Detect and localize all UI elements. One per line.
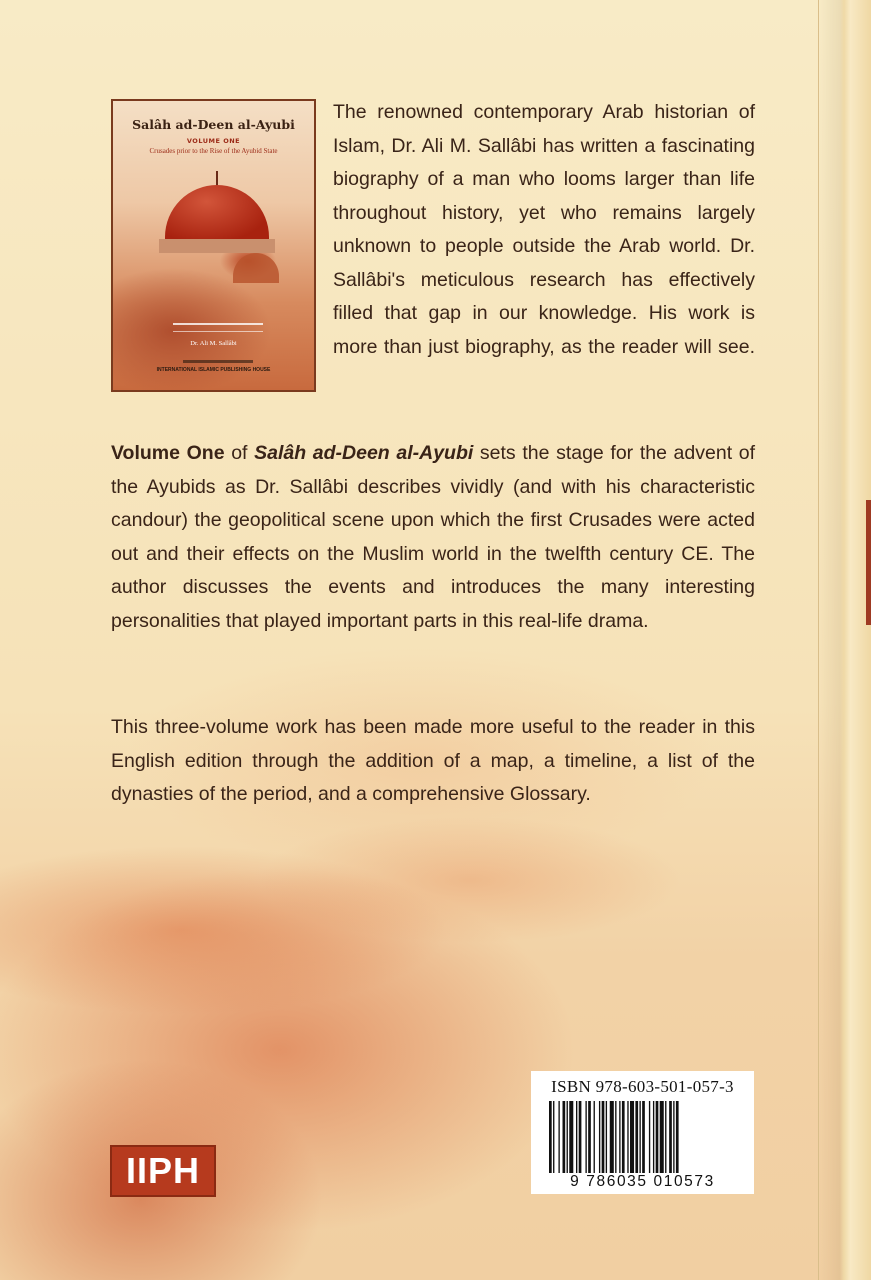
isbn-digits: 9 786035 010573: [570, 1173, 715, 1190]
barcode-bar: [639, 1101, 640, 1173]
barcode-bar: [558, 1101, 559, 1173]
barcode-bar: [609, 1101, 613, 1173]
barcode-bar: [615, 1101, 616, 1173]
dome-illustration: [165, 185, 269, 241]
barcode-bar: [652, 1101, 653, 1173]
barcode-bar: [585, 1101, 586, 1173]
barcode-bar: [593, 1101, 594, 1173]
barcode-bar: [621, 1101, 624, 1173]
thumbnail-publisher: INTERNATIONAL ISLAMIC PUBLISHING HOUSE: [156, 367, 271, 373]
spine-edge: [818, 0, 871, 1280]
small-dome-illustration: [233, 253, 279, 283]
barcode-bar: [553, 1101, 554, 1173]
barcode-bar: [669, 1101, 672, 1173]
book-title-italic: Salâh ad-Deen al-Ayubi: [254, 442, 474, 464]
thumbnail-author: Dr. Ali M. Sallâbi: [190, 340, 237, 347]
volume-one-lead: Volume One: [111, 442, 225, 464]
barcode-bar: [569, 1101, 573, 1173]
volume-one-paragraph: [111, 437, 755, 638]
thumbnail-subtitle: Crusades prior to the Rise of the Ayubid State: [149, 147, 278, 155]
intro-paragraph: [333, 96, 755, 364]
barcode-bar: [578, 1101, 581, 1173]
barcode-bar: [576, 1101, 577, 1173]
barcode-bar: [562, 1101, 565, 1173]
thumbnail-title: Salâh ad-Deen al-Ayubi: [132, 117, 295, 132]
dome-drum: [159, 239, 275, 253]
barcode-bar: [627, 1101, 628, 1173]
barcode-bar: [642, 1101, 645, 1173]
arabic-publisher-mark: [183, 360, 253, 363]
barcode-bar: [630, 1101, 634, 1173]
isbn-barcode-box: [531, 1071, 754, 1194]
barcode-bar: [675, 1101, 678, 1173]
barcode-bar: [619, 1101, 620, 1173]
publisher-logo-text: IIPH: [125, 1150, 200, 1191]
barcode-bar: [601, 1101, 604, 1173]
barcode-bar: [598, 1101, 599, 1173]
barcode-bar: [566, 1101, 567, 1173]
intro-text: The renowned contemporary Arab historian of Islam, Dr. Ali M. Sallâbi has written a fascinating biography of a man who looms larger than life throughout history, yet who remains largely unknown to people outside the Arab world. Dr. Sallâbi's meticulous research has effectively filled that gap in our knowledge. His work is more than just biography, as the reader will see.: [333, 101, 755, 358]
barcode-bar: [673, 1101, 674, 1173]
barcode-bar: [605, 1101, 606, 1173]
volume-one-of: of: [224, 442, 255, 464]
publisher-logo: [110, 1145, 216, 1197]
spine-marker: [866, 500, 871, 625]
isbn-label: ISBN 978-603-501-057-3: [551, 1077, 734, 1096]
edition-paragraph: [111, 711, 755, 812]
volume-one-text: sets the stage for the advent of the Ayubids as Dr. Sallâbi describes vividly (and with his characteristic candour) the geopolitical scene upon which the first Crusades were acted out and their effects on the Muslim world in the twelfth century CE. The author discusses the events and introduces the many interesting personalities that played important parts in this real-life drama.: [111, 442, 756, 632]
arabic-title-mark: [173, 323, 263, 332]
barcode-bar: [655, 1101, 658, 1173]
barcode-bar: [549, 1101, 552, 1173]
barcode-icon: [545, 1101, 741, 1173]
barcode-bar: [665, 1101, 666, 1173]
barcode-bar: [659, 1101, 663, 1173]
barcode-bar: [588, 1101, 591, 1173]
barcode-bar: [635, 1101, 638, 1173]
barcode-bar: [648, 1101, 649, 1173]
front-cover-thumbnail: [111, 99, 316, 392]
thumbnail-volume: VOLUME ONE: [186, 137, 241, 145]
edition-text: This three-volume work has been made more useful to the reader in this English edition through the addition of a map, a timeline, a list of the dynasties of the period, and a comprehensive Glossary.: [111, 716, 755, 805]
